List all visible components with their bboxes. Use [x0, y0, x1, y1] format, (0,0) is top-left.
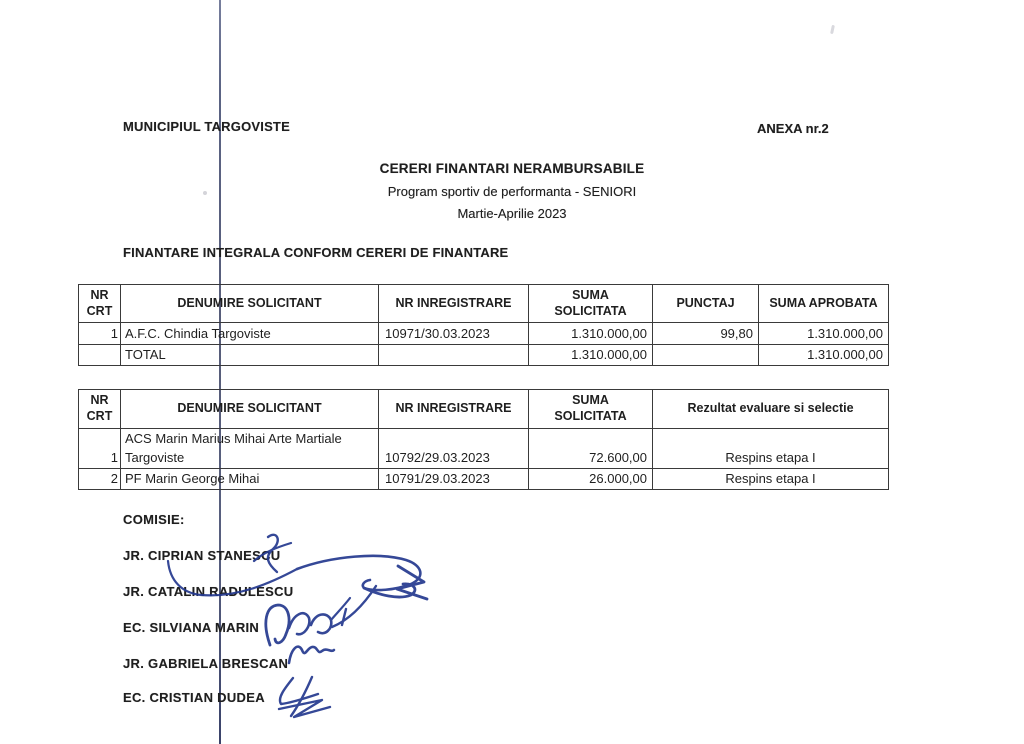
header-nr-crt: NR CRT: [79, 285, 121, 323]
signature-stroke: [364, 566, 427, 599]
header-suma-solicitata: SUMA SOLICITATA: [529, 390, 653, 429]
cell-punctaj: 99,80: [653, 323, 759, 345]
commission-member: EC. SILVIANA MARIN: [123, 620, 260, 635]
signature-stroke: [279, 700, 330, 717]
signature-stroke: [332, 586, 376, 627]
signature-stroke: [331, 598, 350, 620]
cell-nr: 2: [79, 469, 121, 490]
municipality-heading: MUNICIPIUL TARGOVISTE: [123, 119, 290, 134]
cell-punctaj: [653, 345, 759, 366]
signature-stroke: [291, 677, 312, 716]
cell-denumire: A.F.C. Chindia Targoviste: [121, 323, 379, 345]
table-header-row: [79, 285, 889, 323]
commission-member: JR. CIPRIAN STANESCU: [123, 548, 281, 563]
table-total-row: [79, 345, 889, 366]
table-row: [79, 429, 889, 469]
cell-suma-solicitata: 1.310.000,00: [529, 323, 653, 345]
commission-member: EC. CRISTIAN DUDEA: [123, 690, 265, 705]
cell-rezultat: Respins etapa I: [653, 469, 889, 490]
scan-speck: [830, 25, 835, 34]
cell-nr-inregistrare: [379, 345, 529, 366]
signature-stroke: [289, 613, 309, 634]
document-period: Martie-Aprilie 2023: [457, 206, 567, 221]
signature-stroke: [289, 647, 334, 663]
header-denumire-solicitant: DENUMIRE SOLICITANT: [121, 285, 379, 323]
cell-denumire: TOTAL: [121, 345, 379, 366]
header-punctaj: PUNCTAJ: [653, 285, 759, 323]
cell-suma-solicitata: 26.000,00: [529, 469, 653, 490]
header-nr-crt: NR CRT: [79, 390, 121, 429]
cell-suma-solicitata: 72.600,00: [529, 429, 653, 469]
cell-suma-aprobata: 1.310.000,00: [759, 345, 889, 366]
header-denumire-solicitant: DENUMIRE SOLICITANT: [121, 390, 379, 429]
document-title: CERERI FINANTARI NERAMBURSABILE: [379, 161, 645, 176]
document-subtitle: Program sportiv de performanta - SENIORI: [387, 184, 637, 199]
commission-heading: COMISIE:: [123, 512, 185, 527]
header-suma-solicitata: SUMA SOLICITATA: [529, 285, 653, 323]
commission-member: JR. GABRIELA BRESCAN: [123, 656, 289, 671]
cell-nr-inregistrare: 10971/30.03.2023: [379, 323, 529, 345]
cell-nr: 1: [79, 323, 121, 345]
cell-denumire: PF Marin George Mihai: [121, 469, 379, 490]
signature-stroke: [280, 678, 318, 704]
signature-stroke: [297, 556, 420, 590]
table-row: [79, 323, 889, 345]
cell-nr: 1: [79, 429, 121, 469]
section-heading: FINANTARE INTEGRALA CONFORM CERERI DE FINANTARE: [123, 245, 509, 260]
cell-suma-solicitata: 1.310.000,00: [529, 345, 653, 366]
cell-denumire: ACS Marin Marius Mihai Arte Martiale Targoviste: [121, 429, 379, 469]
evaluation-table: [78, 389, 889, 490]
signature-stroke: [311, 614, 331, 633]
table-row: [79, 469, 889, 490]
header-nr-inregistrare: NR INREGISTRARE: [379, 285, 529, 323]
header-nr-inregistrare: NR INREGISTRARE: [379, 390, 529, 429]
table-header-row: [79, 390, 889, 429]
header-rezultat-evaluare: Rezultat evaluare si selectie: [653, 390, 889, 429]
cell-rezultat: Respins etapa I: [653, 429, 889, 469]
cell-nr-inregistrare: 10792/29.03.2023: [379, 429, 529, 469]
financing-table: [78, 284, 889, 366]
header-suma-aprobata: SUMA APROBATA: [759, 285, 889, 323]
signature-stroke: [266, 605, 289, 645]
cell-suma-aprobata: 1.310.000,00: [759, 323, 889, 345]
commission-member: JR. CATALIN RADULESCU: [123, 584, 294, 599]
cell-nr: [79, 345, 121, 366]
annex-label: ANEXA nr.2: [757, 121, 829, 136]
cell-nr-inregistrare: 10791/29.03.2023: [379, 469, 529, 490]
